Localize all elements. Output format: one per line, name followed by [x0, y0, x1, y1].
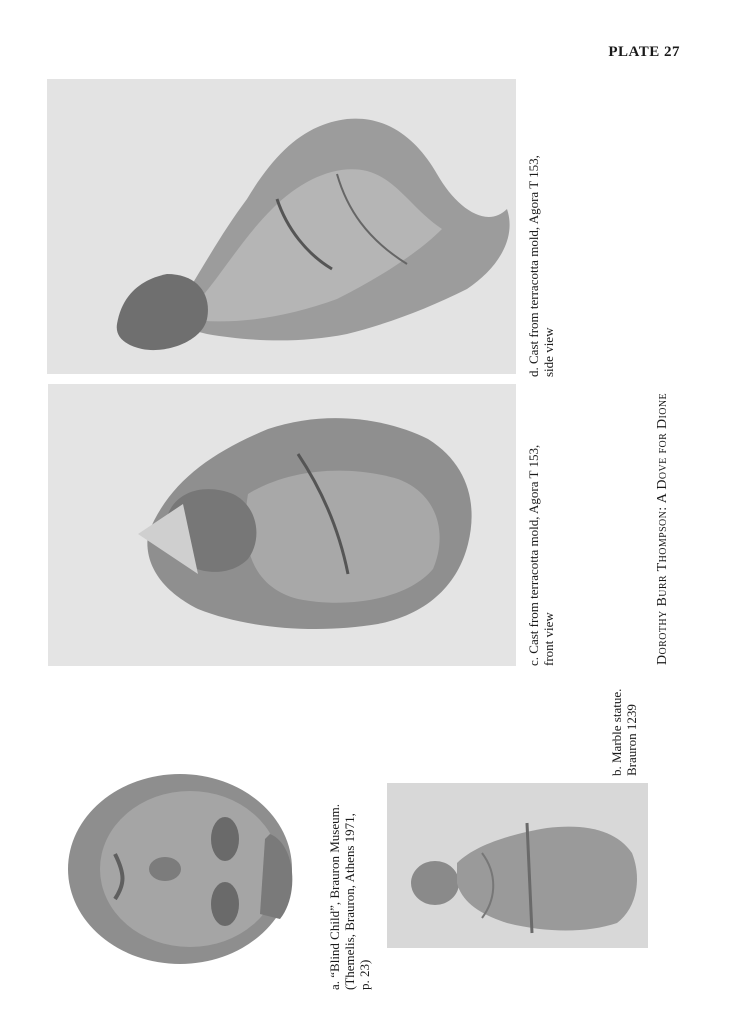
caption-d-line-1: d. Cast from terracotta mold, Agora T 153,: [526, 155, 541, 377]
caption-c-line-2: front view: [541, 612, 556, 666]
caption-b: [609, 689, 639, 776]
caption-c-line-1: c. Cast from terracotta mold, Agora T 153,: [526, 444, 541, 666]
cast-front-view-photo: [48, 384, 516, 666]
plate-number: PLATE 27: [608, 44, 680, 60]
caption-a-line-1: a. “Blind Child”, Brauron Museum.: [327, 804, 342, 990]
caption-a: [327, 804, 372, 990]
caption-a-line-2: (Themelis, Brauron, Athens 1971,: [342, 813, 357, 990]
caption-d-line-2: side view: [541, 327, 556, 377]
running-title: Dorothy Burr Thompson: A Dove for Dione: [655, 392, 670, 665]
caption-d: [526, 155, 556, 377]
blind-child-head-photo: [55, 764, 300, 974]
caption-b-line-2: Brauron 1239: [624, 704, 639, 776]
cast-side-view-photo: [47, 79, 516, 374]
caption-c: [526, 445, 556, 666]
caption-a-line-3: p. 23): [357, 959, 372, 990]
caption-b-line-1: b. Marble statue.: [609, 688, 624, 776]
marble-statue-photo: [387, 783, 648, 948]
